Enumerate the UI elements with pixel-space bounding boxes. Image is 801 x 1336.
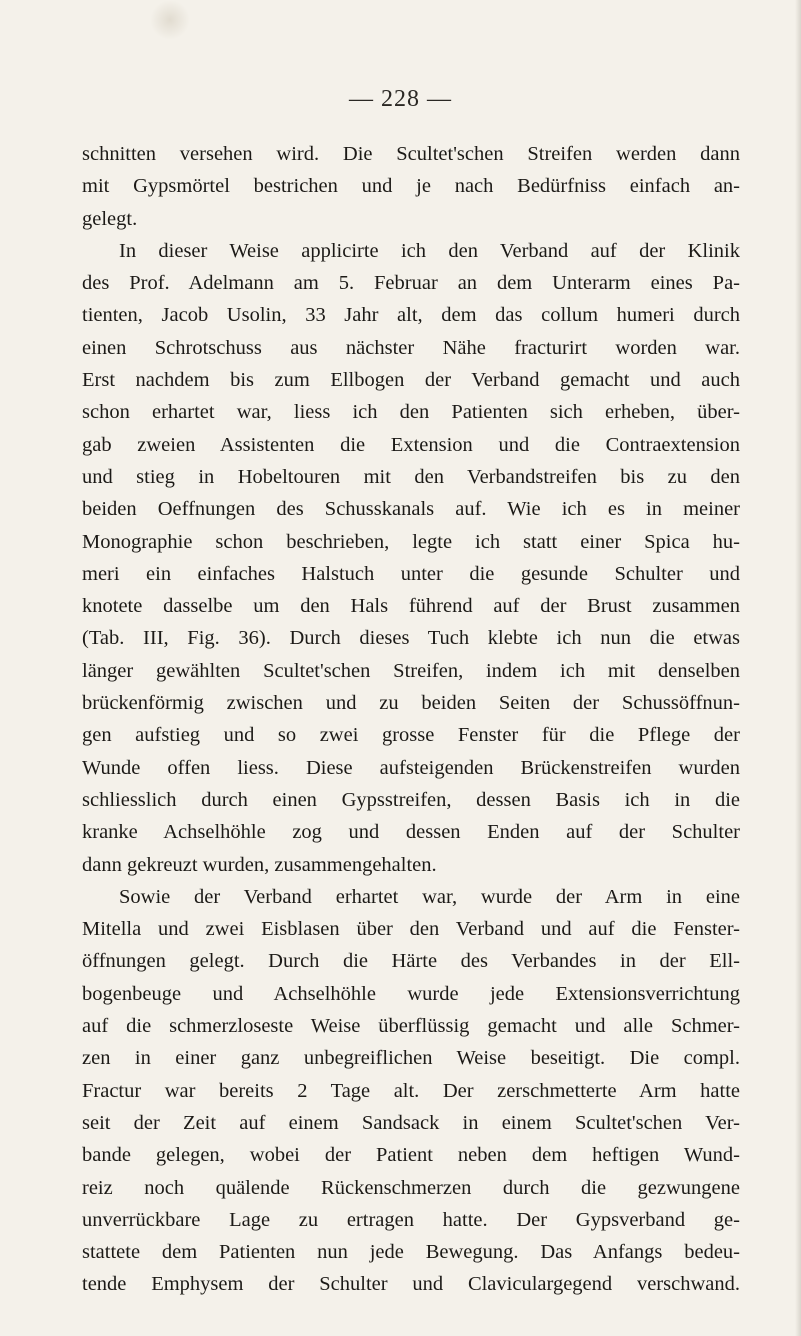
text-line: des Prof. Adelmann am 5. Februar an dem Unterarm eines Pa-	[82, 272, 740, 295]
text-line: schnitten versehen wird. Die Scultet'schen Streifen werden dann	[82, 143, 740, 165]
text-line: In dieser Weise applicirte ich den Verband auf der Klinik	[119, 239, 740, 262]
text-line: kranke Achselhöhle zog und dessen Enden auf der Schulter	[82, 821, 740, 844]
paper-stain	[150, 0, 190, 40]
text-line: Monographie schon beschrieben, legte ich statt einer Spica hu-	[82, 530, 740, 553]
text-line: unverrückbare Lage zu ertragen hatte. Der Gypsverband ge-	[82, 1208, 740, 1231]
text-line: gelegt.	[82, 207, 138, 230]
text-line: gab zweien Assistenten die Extension und die Contraextension	[82, 433, 740, 456]
text-line: (Tab. III, Fig. 36). Durch dieses Tuch klebte ich nun die etwas	[82, 627, 740, 650]
text-line: auf die schmerzloseste Weise überflüssig gemacht und alle Schmer-	[82, 1015, 740, 1038]
text-line: bogenbeuge und Achselhöhle wurde jede Extensionsverrichtung	[82, 982, 740, 1005]
text-line: stattete dem Patienten nun jede Bewegung. Das Anfangs bedeu-	[82, 1241, 740, 1264]
text-line: schliesslich durch einen Gypsstreifen, dessen Basis ich in die	[82, 788, 740, 811]
text-line: zen in einer ganz unbegreiflichen Weise beseitigt. Die compl.	[82, 1047, 740, 1070]
text-line: mit Gypsmörtel bestrichen und je nach Bedürfniss einfach an-	[82, 175, 740, 198]
text-line: meri ein einfaches Halstuch unter die gesunde Schulter und	[82, 562, 740, 585]
page-edge-shadow	[795, 0, 801, 1336]
text-line: Sowie der Verband erhartet war, wurde der Arm in eine	[119, 885, 740, 908]
text-line: beiden Oeffnungen des Schusskanals auf. Wie ich es in meiner	[82, 498, 740, 521]
text-line: seit der Zeit auf einem Sandsack in einem Scultet'schen Ver-	[82, 1111, 740, 1134]
text-line: knotete dasselbe um den Hals führend auf der Brust zusammen	[82, 595, 740, 618]
text-line: Erst nachdem bis zum Ellbogen der Verband gemacht und auch	[82, 369, 740, 392]
text-line: öffnungen gelegt. Durch die Härte des Verbandes in der Ell-	[82, 950, 740, 973]
text-line: Fractur war bereits 2 Tage alt. Der zerschmetterte Arm hatte	[82, 1079, 740, 1102]
text-line: länger gewählten Scultet'schen Streifen, indem ich mit denselben	[82, 659, 740, 682]
text-line: tende Emphysem der Schulter und Claviculargegend verschwand.	[82, 1273, 740, 1296]
text-line: Mitella und zwei Eisblasen über den Verband und auf die Fenster-	[82, 918, 740, 941]
body-text	[82, 138, 740, 1301]
text-line: schon erhartet war, liess ich den Patienten sich erheben, über-	[82, 401, 740, 424]
text-line: einen Schrotschuss aus nächster Nähe fracturirt worden war.	[82, 336, 740, 359]
page-number: — 228 —	[349, 86, 452, 112]
text-line: brückenförmig zwischen und zu beiden Seiten der Schussöffnun-	[82, 692, 740, 715]
text-line: gen aufstieg und so zwei grosse Fenster für die Pflege der	[82, 724, 740, 747]
text-line: reiz noch quälende Rückenschmerzen durch die gezwungene	[82, 1176, 740, 1199]
text-line: bande gelegen, wobei der Patient neben dem heftigen Wund-	[82, 1144, 740, 1167]
text-line: und stieg in Hobeltouren mit den Verbandstreifen bis zu den	[82, 465, 740, 488]
text-line: tienten, Jacob Usolin, 33 Jahr alt, dem das collum humeri durch	[82, 304, 740, 327]
text-line: Wunde offen liess. Diese aufsteigenden Brückenstreifen wurden	[82, 756, 740, 779]
text-line: dann gekreuzt wurden, zusammengehalten.	[82, 853, 437, 876]
